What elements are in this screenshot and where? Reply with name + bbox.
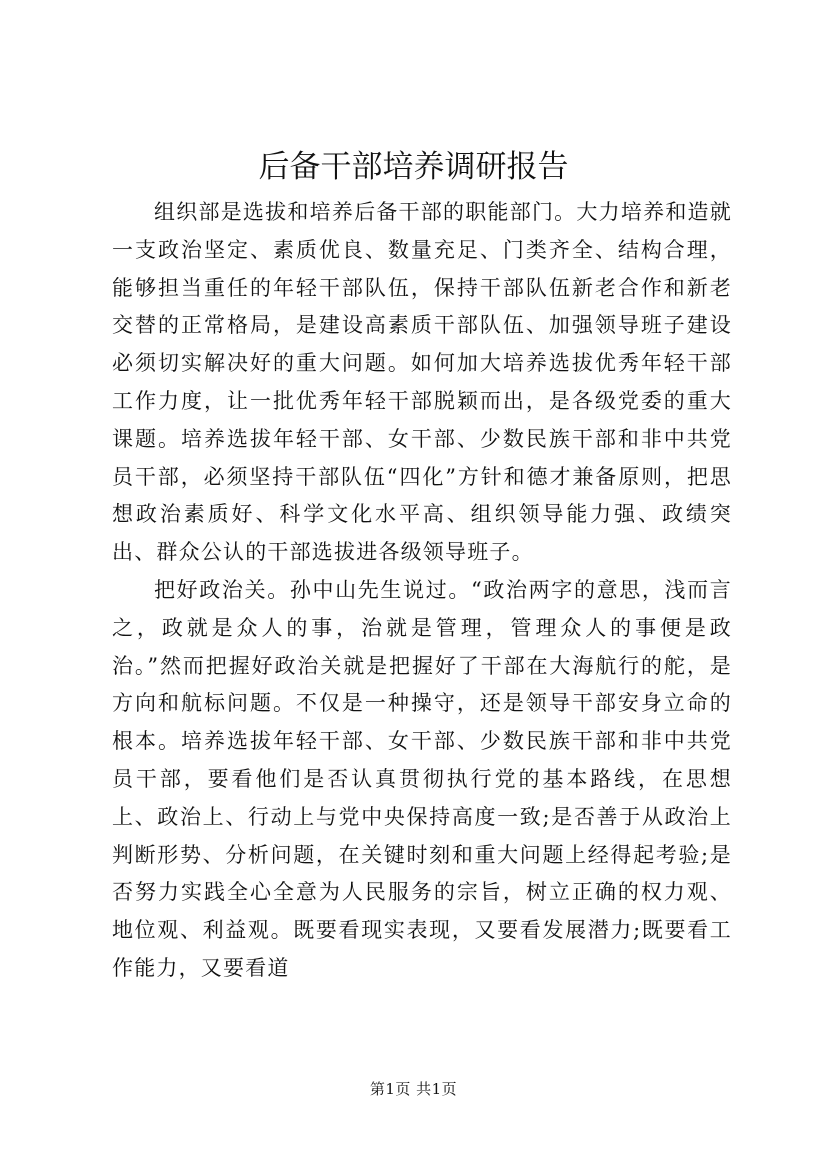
document-body	[112, 194, 732, 988]
paragraph: 把好政治关。孙中山先生说过。“政治两字的意思，浅而言之，政就是众人的事，治就是管理，管理众人的事便是政治。”然而把握好政治关就是把握好了干部在大海航行的舵，是方向和航标问题。不仅是一种操守，还是领导干部安身立命的根本。培养选拔年轻干部、女干部、少数民族干部和非中共党员干部，要看他们是否认真贯彻执行党的基本路线，在思想上、政治上、行动上与党中央保持高度一致;是否善于从政治上判断形势、分析问题，在关键时刻和重大问题上经得起考验;是否努力实践全心全意为人民服务的宗旨，树立正确的权力观、地位观、利益观。既要看现实表现，又要看发展潜力;既要看工作能力，又要看道	[112, 577, 732, 980]
document-title: 后备干部培养调研报告	[258, 149, 569, 185]
paragraph: 组织部是选拔和培养后备干部的职能部门。大力培养和造就一支政治坚定、素质优良、数量充足、门类齐全、结构合理，能够担当重任的年轻干部队伍，保持干部队伍新老合作和新老交替的正常格局，是建设高素质干部队伍、加强领导班子建设必须切实解决好的重大问题。如何加大培养选拔优秀年轻干部工作力度，让一批优秀年轻干部脱颖而出，是各级党委的重大课题。培养选拔年轻干部、女干部、少数民族干部和非中共党员干部，必须坚持干部队伍“四化”方针和德才兼备原则，把思想政治素质好、科学文化水平高、组织领导能力强、政绩突出、群众公认的干部选拔进各级领导班子。	[112, 200, 732, 565]
page-footer: 第1页 共1页	[369, 1080, 458, 1098]
